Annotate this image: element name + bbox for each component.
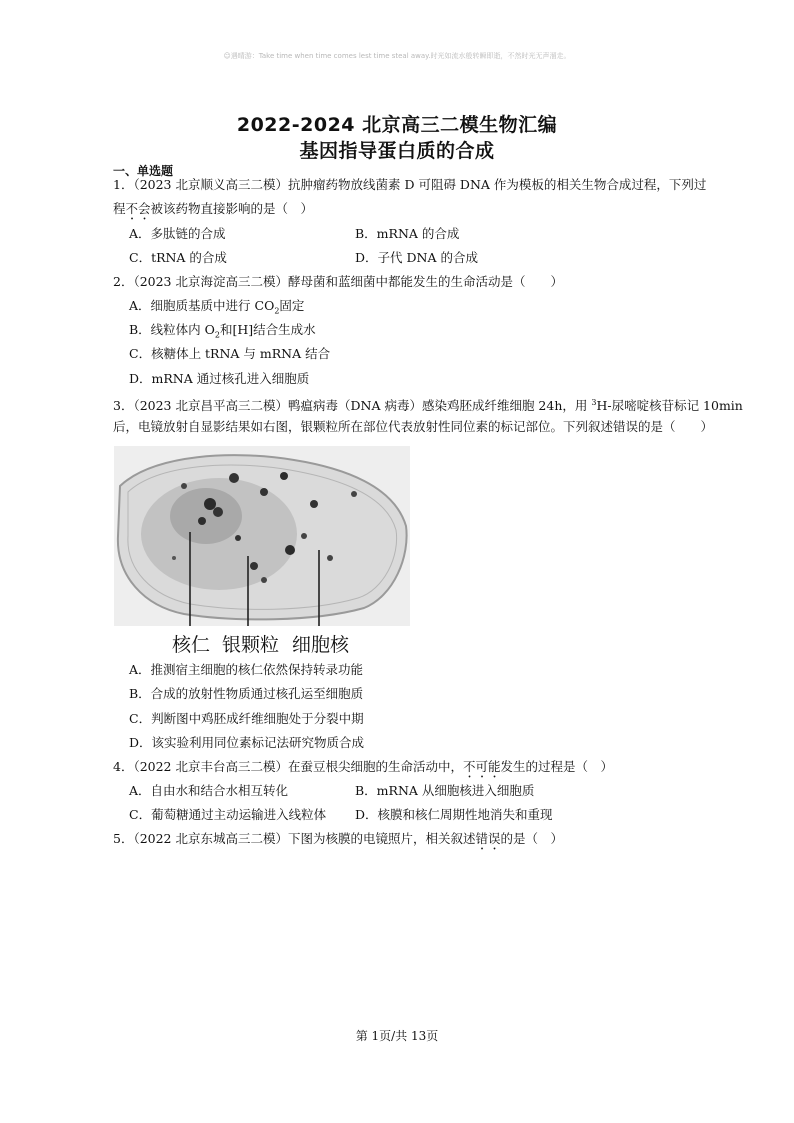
q2-option-b-pre: B．线粒体内 O xyxy=(129,322,215,337)
figure-label-nucleolus: 核仁 xyxy=(172,634,211,656)
q1-stem-line1: 1．（2023 北京顺义高三二模）抗肿瘤药物放线菌素 D 可阻碍 DNA 作为模板的相关生物合成过程，下列过 xyxy=(113,177,707,192)
q1-option-c: C．tRNA 的合成 xyxy=(129,250,227,265)
q2-option-a-sub: 2 xyxy=(274,306,280,316)
q1-option-a: A．多肽链的合成 xyxy=(129,226,226,241)
q5-stem xyxy=(113,831,688,853)
q2-option-a-pre: A．细胞质基质中进行 CO xyxy=(129,298,275,313)
q1-option-b: B．mRNA 的合成 xyxy=(355,226,460,241)
q4-option-d: D．核膜和核仁周期性地消失和重现 xyxy=(355,807,553,822)
q3-stem-line2: 后，电镜放射自显影结果如右图，银颗粒所在部位代表放射性同位素的标记部位。下列叙述错误的是（ ） xyxy=(113,419,714,434)
q2-option-b-post: 和[H]结合生成水 xyxy=(220,322,316,337)
q4-stem-post: 发生的过程是（ ） xyxy=(500,759,614,774)
figure-label-silver-grain: 银颗粒 xyxy=(222,634,280,656)
q1-option-d: D．子代 DNA 的合成 xyxy=(355,250,478,265)
q2-option-a-post: 固定 xyxy=(279,298,305,313)
figure-label-nucleus: 细胞核 xyxy=(292,634,350,656)
q2-option-d: D．mRNA 通过核孔进入细胞质 xyxy=(129,371,310,386)
q3-stem-line1-sup: 3 xyxy=(591,398,597,407)
q4-option-a: A．自由水和结合水相互转化 xyxy=(129,783,289,798)
q2-option-c: C．核糖体上 tRNA 与 mRNA 结合 xyxy=(129,346,331,361)
watermark: ☺遇晴游：Take time when time comes lest time steal away.时光如流水般转瞬即逝，不然时光无声溜走。 xyxy=(223,52,571,60)
q1-stem-line2-post: 被该药物直接影响的是（ ） xyxy=(150,201,314,216)
q3-option-c: C．判断图中鸡胚成纤维细胞处于分裂中期 xyxy=(129,711,364,726)
page-title: 2022-2024 北京高三二模生物汇编 xyxy=(236,114,558,136)
page-subtitle: 基因指导蛋白质的合成 xyxy=(299,140,495,162)
q4-stem-pre: 4．（2022 北京丰台高三二模）在蚕豆根尖细胞的生命活动中， xyxy=(113,759,463,774)
q4-option-c: C．葡萄糖通过主动运输进入线粒体 xyxy=(129,807,327,822)
q3-option-a: A．推测宿主细胞的核仁依然保持转录功能 xyxy=(129,662,364,677)
q3-stem-line1-post: H-尿嘧啶核苷标记 10min xyxy=(596,398,743,414)
q3-option-b: B．合成的放射性物质通过核孔运至细胞质 xyxy=(129,686,364,701)
q5-stem-pre: 5．（2022 北京东城高三二模）下图为核膜的电镜照片，相关叙述 xyxy=(113,831,476,846)
q1-stem-line2 xyxy=(113,201,688,223)
q4-stem xyxy=(113,759,688,781)
electron-micrograph-figure xyxy=(114,446,410,656)
cell-micrograph-image xyxy=(114,446,410,626)
section-heading: 一、单选题 xyxy=(113,164,174,178)
q3-stem-line1-pre: 3．（2023 北京昌平高三二模）鸭瘟病毒（DNA 病毒）感染鸡胚成纤维细胞 24h，用 xyxy=(113,398,592,414)
q4-option-b: B．mRNA 从细胞核进入细胞质 xyxy=(355,783,535,798)
q1-stem-line2-pre: 程 xyxy=(113,201,126,216)
q3-stem-line1 xyxy=(113,395,743,414)
q2-option-b-sub: 2 xyxy=(214,330,221,340)
page-footer: 第 1页/共 13页 xyxy=(355,1029,439,1043)
q3-option-d: D．该实验利用同位素标记法研究物质合成 xyxy=(129,735,365,750)
q2-option-b xyxy=(129,322,316,344)
q2-option-a xyxy=(129,298,304,320)
q4-emphasis: 不可能 xyxy=(463,759,501,774)
q5-emphasis: 错误 xyxy=(475,831,501,846)
q1-emphasis: 不会 xyxy=(125,201,151,216)
q2-stem: 2．（2023 北京海淀高三二模）酵母菌和蓝细菌中都能发生的生命活动是（ ） xyxy=(113,274,563,289)
q5-stem-post: 的是（ ） xyxy=(500,831,564,846)
